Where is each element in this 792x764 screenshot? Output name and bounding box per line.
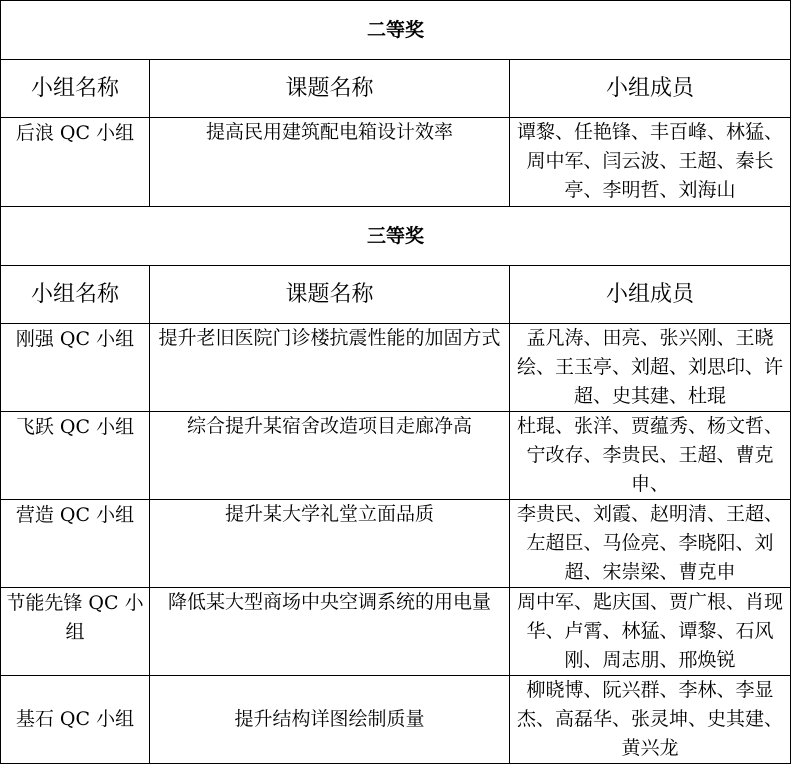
table-row xyxy=(1,324,791,412)
topic-cell: 提升某大学礼堂立面品质 xyxy=(150,500,510,588)
topic-cell: 提高民用建筑配电箱设计效率 xyxy=(150,118,510,207)
table-row xyxy=(1,676,791,764)
members-cell: 杜琨、张洋、贾蕴秀、杨文哲、宁改存、李贵民、王超、曹克申、 xyxy=(510,412,791,500)
group-name-cell: 后浪 QC 小组 xyxy=(1,118,150,207)
table-row xyxy=(1,588,791,676)
header-members: 小组成员 xyxy=(510,266,791,324)
section-title-third-prize: 三等奖 xyxy=(1,207,791,266)
group-name-cell: 节能先锋 QC 小组 xyxy=(1,588,150,676)
group-name-cell: 基石 QC 小组 xyxy=(1,676,150,764)
group-name-cell: 营造 QC 小组 xyxy=(1,500,150,588)
members-cell: 李贵民、刘霞、赵明清、王超、左超臣、马俭亮、李晓阳、刘超、宋崇梁、曹克申 xyxy=(510,500,791,588)
section-row-third-prize xyxy=(1,207,791,266)
header-topic-name: 课题名称 xyxy=(150,60,510,118)
topic-cell: 提升老旧医院门诊楼抗震性能的加固方式 xyxy=(150,324,510,412)
table-row xyxy=(1,412,791,500)
members-cell: 柳晓博、阮兴群、李林、李显杰、高磊华、张灵坤、史其建、黄兴龙 xyxy=(510,676,791,764)
section-title-second-prize: 二等奖 xyxy=(1,1,791,60)
members-cell: 孟凡涛、田亮、张兴刚、王晓绘、王玉亭、刘超、刘思印、许超、史其建、杜琨 xyxy=(510,324,791,412)
group-name-cell: 飞跃 QC 小组 xyxy=(1,412,150,500)
header-members: 小组成员 xyxy=(510,60,791,118)
header-row xyxy=(1,266,791,324)
header-group-name: 小组名称 xyxy=(1,60,150,118)
header-topic-name: 课题名称 xyxy=(150,266,510,324)
group-name-cell: 刚强 QC 小组 xyxy=(1,324,150,412)
table-row xyxy=(1,500,791,588)
header-row xyxy=(1,60,791,118)
members-cell: 周中军、匙庆国、贾广根、肖现华、卢霄、林猛、谭黎、石风刚、周志朋、邢焕锐 xyxy=(510,588,791,676)
topic-cell: 提升结构详图绘制质量 xyxy=(150,676,510,764)
topic-cell: 降低某大型商场中央空调系统的用电量 xyxy=(150,588,510,676)
topic-cell: 综合提升某宿舍改造项目走廊净高 xyxy=(150,412,510,500)
section-row-second-prize xyxy=(1,1,791,60)
members-cell: 谭黎、任艳锋、丰百峰、林猛、周中军、闫云波、王超、秦长亭、李明哲、刘海山 xyxy=(510,118,791,207)
header-group-name: 小组名称 xyxy=(1,266,150,324)
table-row xyxy=(1,118,791,207)
